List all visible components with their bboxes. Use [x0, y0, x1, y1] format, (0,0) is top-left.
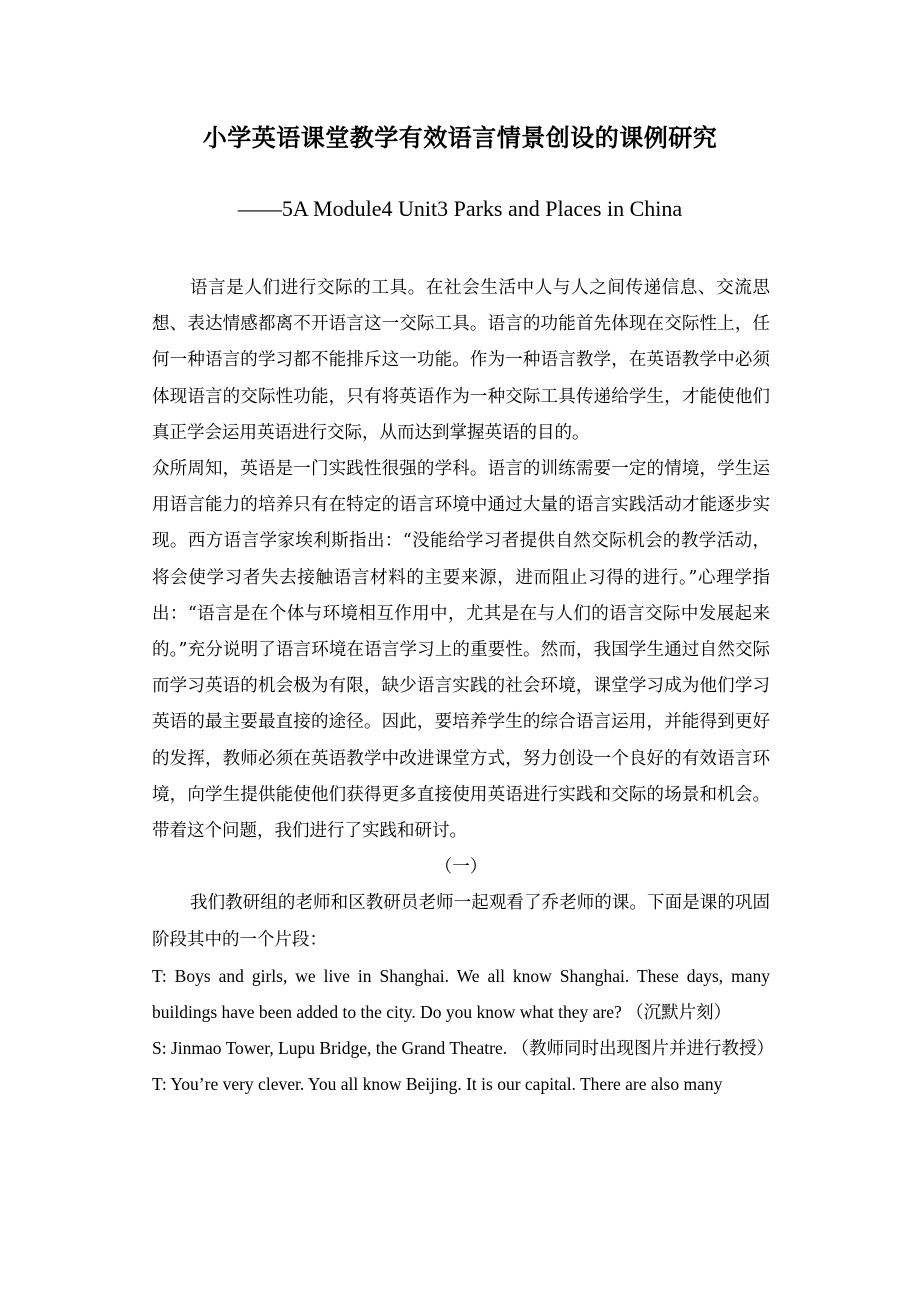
document-body	[152, 270, 775, 1103]
paragraph-background: 众所周知，英语是一门实践性很强的学科。语言的训练需要一定的情境，学生运用语言能力的培养只有在特定的语言环境中通过大量的语言实践活动才能逐步实现。西方语言学家埃利斯指出：“没能给学习者提供自然交际机会的教学活动，将会使学习者失去接触语言材料的主要来源，进而阻止习得的进行。”心理学指出：“语言是在个体与环境相互作用中，尤其是在与人们的语言交际中发展起来的。”充分说明了语言环境在语言学习上的重要性。然而，我国学生通过自然交际而学习英语的机会极为有限，缺少语言实践的社会环境，课堂学习成为他们学习英语的最主要最直接的途径。因此，要培养学生的综合语言运用，并能得到更好的发挥，教师必须在英语教学中改进课堂方式，努力创设一个良好的有效语言环境，向学生提供能使他们获得更多直接使用英语进行实践和交际的场景和机会。带着这个问题，我们进行了实践和研讨。	[152, 459, 770, 842]
dialogue-line: S: Jinmao Tower, Lupu Bridge, the Grand Theatre. （教师同时出现图片并进行教授）	[152, 1038, 775, 1059]
dialogue-line: T: You’re very clever. You all know Beijing. It is our capital. There are also many	[152, 1074, 723, 1095]
document-subtitle: ——5A Module4 Unit3 Parks and Places in China	[237, 196, 683, 221]
paragraph-lesson-observation: 我们教研组的老师和区教研员老师一起观看了乔老师的课。下面是课的巩固阶段其中的一个片段：	[152, 893, 770, 950]
section-heading: （一）	[434, 857, 488, 878]
document-title: 小学英语课堂教学有效语言情景创设的课例研究	[202, 124, 718, 152]
paragraph-intro: 语言是人们进行交际的工具。在社会生活中人与人之间传递信息、交流思想、表达情感都离不开语言这一交际工具。语言的功能首先体现在交际性上，任何一种语言的学习都不能排斥这一功能。作为一种语言教学，在英语教学中必须体现语言的交际性功能，只有将英语作为一种交际工具传递给学生，才能使他们真正学会运用英语进行交际，从而达到掌握英语的目的。	[152, 278, 770, 443]
dialogue-line: T: Boys and girls, we live in Shanghai. We all know Shanghai. These days, many buildings have been added to the city. Do you know what they are? （沉默片刻）	[152, 965, 770, 1023]
